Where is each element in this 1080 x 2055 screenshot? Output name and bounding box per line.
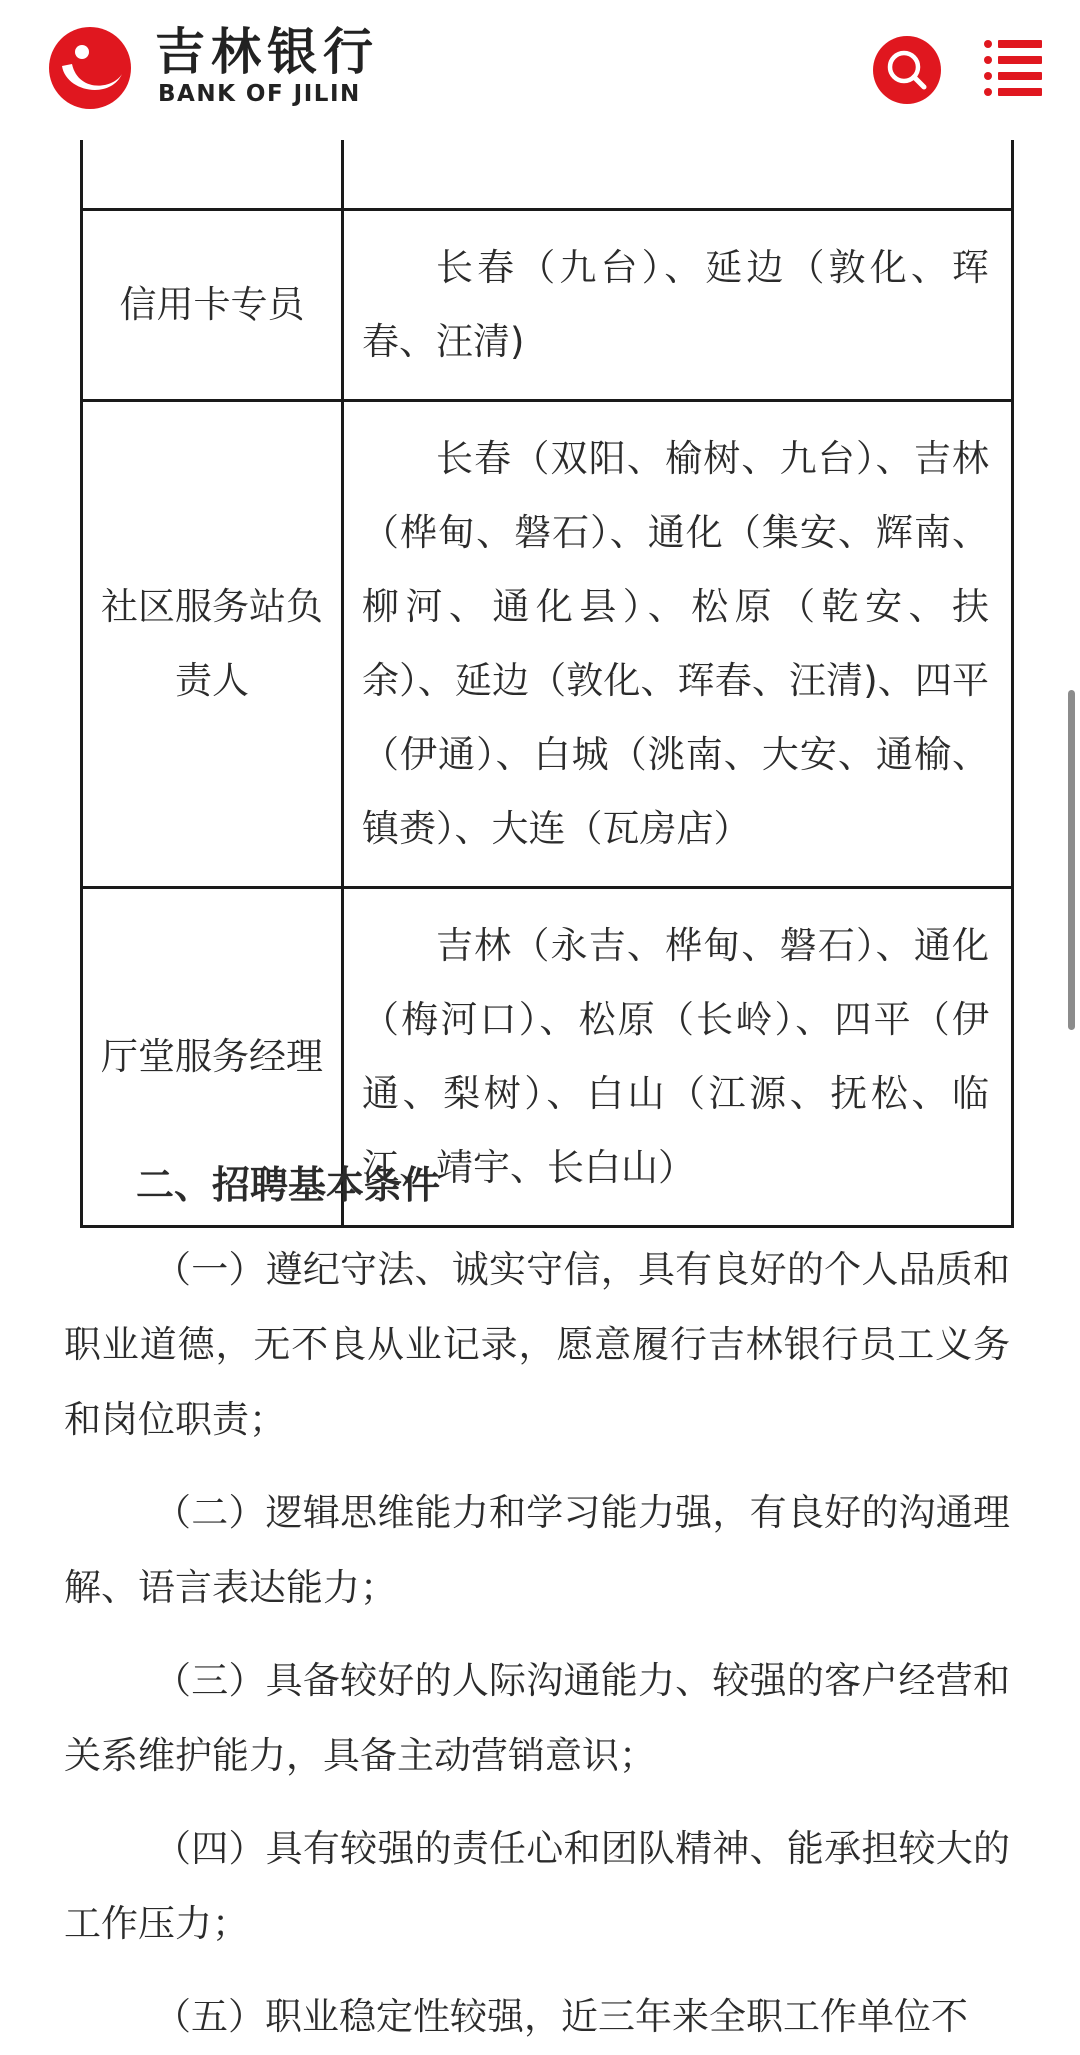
table-row xyxy=(82,401,1013,888)
requirement-paragraph: （三）具备较好的人际沟通能力、较强的客户经营和关系维护能力，具备主动营销意识； xyxy=(64,1659,1010,1777)
area-cell: 吉林（永吉、桦甸、磐石）、通化（梅河口）、松原（长岭）、四平（伊通、梨树）、白山（江源、抚松、临江、靖宇、长白山） xyxy=(343,888,1013,1227)
role-cell: 厅堂服务经理 xyxy=(82,888,343,1227)
menu-icon[interactable] xyxy=(984,38,1042,98)
table-row-partial xyxy=(82,140,1013,210)
requirement-paragraph: （一）遵纪守法、诚实守信，具有良好的个人品质和职业道德，无不良从业记录，愿意履行吉林银行员工义务和岗位职责； xyxy=(64,1248,1010,1441)
logo-english-name: BANK OF JILIN xyxy=(158,81,361,107)
positions-table xyxy=(80,140,1014,1228)
requirement-paragraph: （五）职业稳定性较强，近三年来全职工作单位不 xyxy=(154,1995,968,2038)
area-cell: 长春（双阳、榆树、九台）、吉林（桦甸、磐石）、通化（集安、辉南、柳河、通化县）、松原（乾安、扶余）、延边（敦化、珲春、汪清)、四平（伊通）、白城（洮南、大安、通榆、镇赉）、大连（瓦房店） xyxy=(343,401,1013,888)
scrollbar-thumb[interactable] xyxy=(1068,690,1075,1030)
role-cell: 社区服务站负责人 xyxy=(82,401,343,888)
search-button[interactable] xyxy=(873,36,941,104)
bank-logo-icon[interactable] xyxy=(48,26,132,110)
section-title: 二、招聘基本条件 xyxy=(136,1163,441,1207)
requirements-section xyxy=(64,1160,1010,2054)
area-cell: 长春（九台）、延边（敦化、珲春、汪清) xyxy=(343,210,1013,401)
role-cell: 信用卡专员 xyxy=(82,210,343,401)
logo-chinese-name: 吉林银行 xyxy=(155,23,379,81)
table-row xyxy=(82,210,1013,401)
search-icon xyxy=(873,36,941,104)
requirement-paragraph: （四）具有较强的责任心和团队精神、能承担较大的工作压力； xyxy=(64,1827,1010,1945)
requirement-paragraph: （二）逻辑思维能力和学习能力强，有良好的沟通理解、语言表达能力； xyxy=(64,1491,1010,1609)
site-header xyxy=(0,0,1080,140)
